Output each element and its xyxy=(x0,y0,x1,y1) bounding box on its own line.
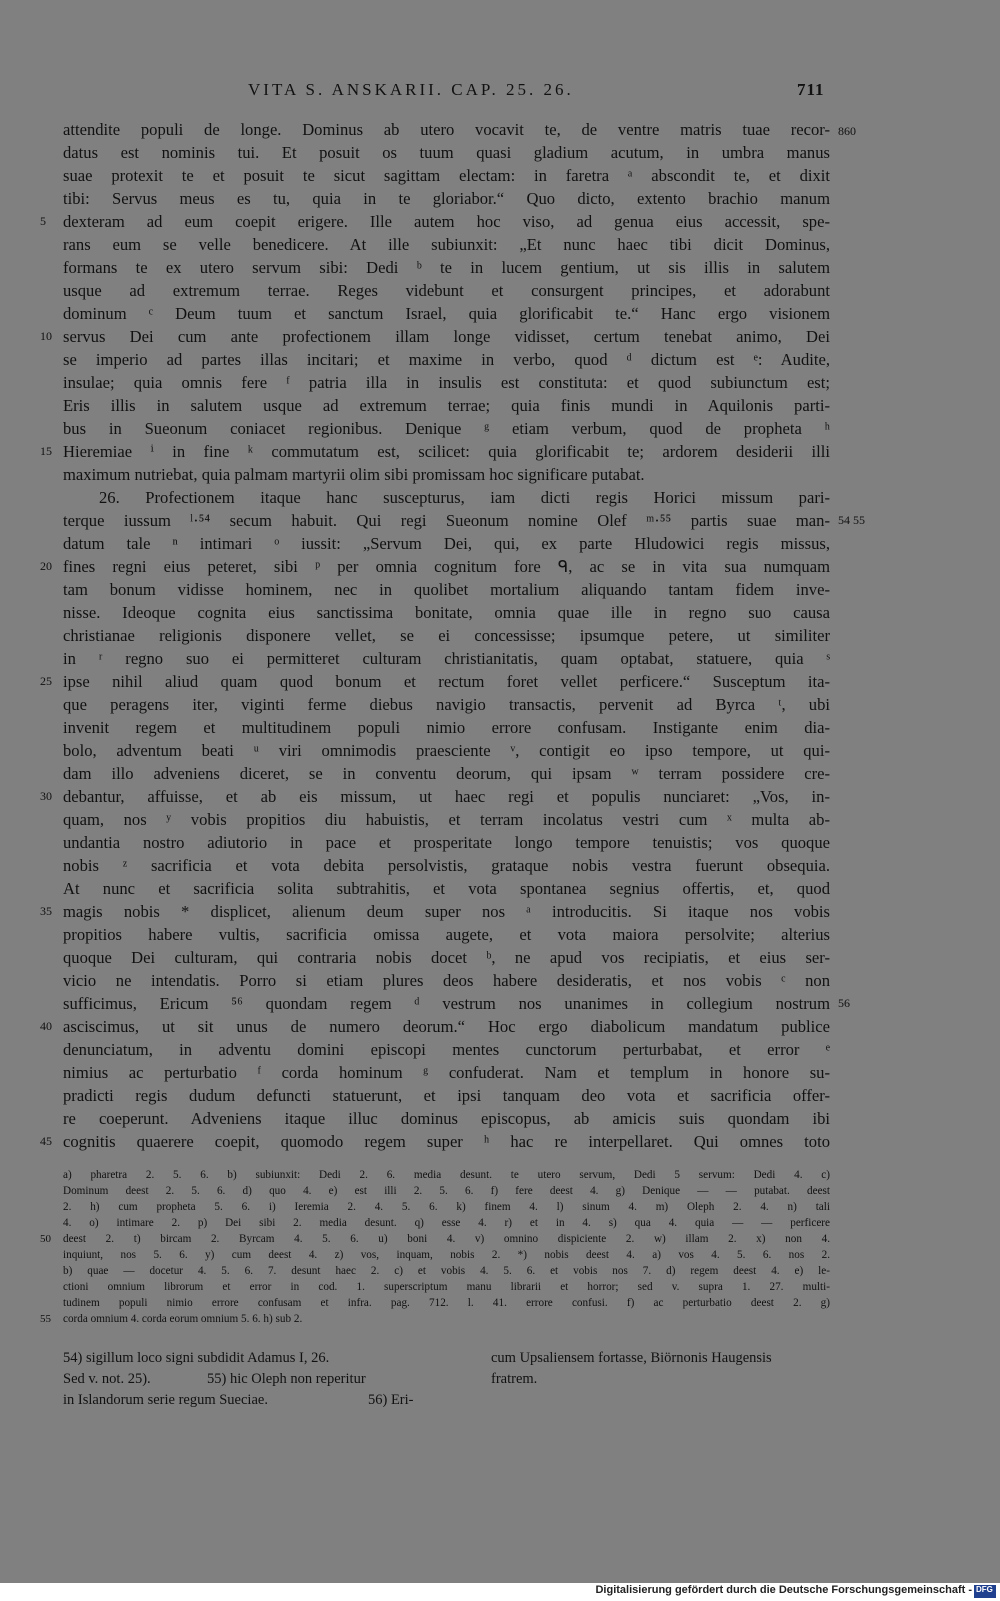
text-line: datus est nominis tui. Et posuit os tuum quasi gladium acutum, in umbra manus xyxy=(63,143,830,162)
line-number: 5 xyxy=(40,214,46,228)
chapter-start-line: 26. Profectionem itaque hanc suscepturus, iam dicti regis Horici missum pari- xyxy=(99,488,830,507)
note-55-cont: in Islandorum serie regum Sueciae. xyxy=(63,1392,268,1408)
text-line: insulae; quia omnis fere ᶠ patria illa in insulis est constituta: et quod subiunctum est; xyxy=(63,373,830,392)
footer-bar xyxy=(0,1583,1000,1601)
note-54-cont: Sed v. not. 25). xyxy=(63,1371,151,1387)
text-line: undantia nostro adiutorio in pace et prosperitate longo tempore tenuistis; vos quoque xyxy=(63,833,830,852)
running-header xyxy=(0,80,1000,106)
apparatus-line: tudinem populi nimio errore confusam et infra. pag. 712. l. 41. errore confusi. f) ac perturbatio deest 2. g) xyxy=(63,1297,830,1309)
note-56-cont: fratrem. xyxy=(491,1371,538,1387)
dfg-logo xyxy=(974,1585,996,1598)
line-number: 40 xyxy=(40,1019,52,1033)
margin-note-ref: 56 xyxy=(838,996,850,1010)
line-number: 20 xyxy=(40,559,52,573)
note-55: 55) hic Oleph non reperitur xyxy=(207,1371,366,1387)
apparatus-line-number: 55 xyxy=(40,1313,51,1325)
text-line: invenit regem et multitudinem populi nimio errore confusam. Instigante enim dia- xyxy=(63,718,830,737)
text-line: terque iussum ˡ·⁵⁴ secum habuit. Qui regi Sueonum nomine Olef ᵐ·⁵⁵ partis suae man- xyxy=(63,511,830,530)
text-line: christianae religionis disponere vellet, se ei concessisse; ipsumque petere, ut similiter xyxy=(63,626,830,645)
text-line: ipse nihil aliud quam quod bonum et rectum foret vellet perficere.“ Susceptum ita- xyxy=(63,672,830,691)
text-line: datum tale ⁿ intimari ᵒ iussit: „Servum Dei, qui, ex parte Hludowici regis missus, xyxy=(63,534,830,553)
text-line: sufficimus, Ericum ⁵⁶ quondam regem ᵈ vestrum nos unanimes in collegium nostrum xyxy=(63,994,830,1013)
text-line: asciscimus, ut sit unus de numero deorum.“ Hoc ergo diabolicum mandatum publice xyxy=(63,1017,830,1036)
note-56-cont: cum Upsaliensem fortasse, Biörnonis Haugensis xyxy=(491,1350,772,1366)
text-line: rans eum se velle benedicere. At ille subiunxit: „Et nunc haec tibi dicit Dominus, xyxy=(63,235,830,254)
line-number: 45 xyxy=(40,1134,52,1148)
line-number: 10 xyxy=(40,329,52,343)
margin-note-refs: 54 55 xyxy=(838,513,865,527)
line-number: 15 xyxy=(40,444,52,458)
header-title: VITA S. ANSKARII. CAP. 25. 26. xyxy=(248,80,574,99)
text-line: cognitis quaerere coepit, quomodo regem super ʰ hac re interpellaret. Qui omnes toto xyxy=(63,1132,830,1151)
text-line: vicio ne intendatis. Porro si etiam plures deos habere desideratis, et nos vobis ᶜ non xyxy=(63,971,830,990)
page-number: 711 xyxy=(797,80,825,99)
margin-year: 860 xyxy=(838,124,856,138)
apparatus-line: Dominum deest 2. 5. 6. d) quo 4. e) est illi 2. 5. 6. f) fere deest 4. g) Denique — — putabat. deest xyxy=(63,1185,830,1197)
apparatus-line: ctioni omnium librorum et error in cod. 1. superscriptum manu librarii et horror; sed v. supra 1. 27. multi- xyxy=(63,1281,830,1293)
text-line: bolo, adventum beati ᵘ viri omnimodis praesciente ᵛ, contigit eo ipso tempore, ut qui- xyxy=(63,741,830,760)
apparatus-line: 2. h) cum propheta 5. 6. i) Ieremia 2. 4. 5. 6. k) finem 4. l) sinum 4. m) Oleph 2. 4. n) tali xyxy=(63,1201,830,1213)
text-line: que peragens iter, viginti ferme diebus navigio transactis, pervenit ad Byrca ᵗ, ubi xyxy=(63,695,830,714)
text-line: Hieremiae ⁱ in fine ᵏ commutatum est, scilicet: quia glorificabit te; ardorem desiderii illi xyxy=(63,442,830,461)
apparatus-line: a) pharetra 2. 5. 6. b) subiunxit: Dedi 2. 6. media desunt. te utero servum, Dedi 5 servum: Dedi 4. c) xyxy=(63,1169,830,1181)
text-line: tam bonum vidisse hominem, nec in quolibet mortalium aliquando tantam fidem inve- xyxy=(63,580,830,599)
text-line: nimius ac perturbatio ᶠ corda hominum ᵍ confuderat. Nam et templum in honore su- xyxy=(63,1063,830,1082)
text-line: magis nobis * displicet, alienum deum super nos ᵃ introducitis. Si itaque nos vobis xyxy=(63,902,830,921)
text-line: At nunc et sacrificia solita subtrahitis, et vota spontanea segnius offertis, et, quod xyxy=(63,879,830,898)
text-line: dominum ᶜ Deum tuum et sanctum Israel, quia glorificabit te.“ Hanc ergo visionem xyxy=(63,304,830,323)
apparatus-line-number: 50 xyxy=(40,1233,51,1245)
text-line: formans te ex utero servum sibi: Dedi ᵇ te in lucem gentium, ut sis illis in salutem xyxy=(63,258,830,277)
text-line: debantur, affuisse, et ab eis missum, ut haec regi et populis nunciaret: „Vos, in- xyxy=(63,787,830,806)
apparatus-line: inquiunt, nos 5. 6. y) cum deest 4. z) vos, inquam, nobis 2. *) nobis deest 4. a) vos 4. 5. 6. nos 2. xyxy=(63,1249,830,1261)
funding-credit: Digitalisierung gefördert durch die Deutsche Forschungsgemeinschaft - xyxy=(595,1584,972,1596)
text-line: maximum nutriebat, quia palmam martyrii olim sibi promissam hoc significare putabat. xyxy=(63,465,645,484)
line-number: 25 xyxy=(40,674,52,688)
text-line: servus Dei cum ante profectionem illam longe vidisset, certum tenebat animo, Dei xyxy=(63,327,830,346)
text-line: in ʳ regno suo ei permitteret culturam christianitatis, quam optabat, statuere, quia ˢ xyxy=(63,649,830,668)
text-line: dam illo adveniens diceret, se in conventu deorum, qui ipsam ʷ terram possidere cre- xyxy=(63,764,830,783)
text-line: attendite populi de longe. Dominus ab utero vocavit te, de ventre matris tuae recor- xyxy=(63,120,830,139)
line-number: 30 xyxy=(40,789,52,803)
apparatus-line: corda omnium 4. corda eorum omnium 5. 6. h) sub 2. xyxy=(63,1313,303,1325)
note-54: 54) sigillum loco signi subdidit Adamus I, 26. xyxy=(63,1350,330,1366)
text-line: tibi: Servus meus es tu, quia in te gloriabor.“ Quo dicto, extento brachio manum xyxy=(63,189,830,208)
apparatus-line: b) quae — docetur 4. 5. 6. 7. desunt haec 2. c) et vobis 4. 5. 6. et vobis nos 7. d) regem deest 4. e) le- xyxy=(63,1265,830,1277)
text-line: Eris illis in salutem usque ad extremum terrae; quia finis mundi in Aquilonis parti- xyxy=(63,396,830,415)
text-line: pradicti regis dudum defuncti statuerunt, et ipsi tanquam deo vota et sacrificia offer- xyxy=(63,1086,830,1105)
text-line: denunciatum, in adventu domini episcopi mentes cunctorum perturbabat, et error ᵉ xyxy=(63,1040,830,1059)
text-line: usque ad extremum terrae. Reges videbunt et consurgent principes, et adorabunt xyxy=(63,281,830,300)
note-56: 56) Eri- xyxy=(368,1392,414,1408)
apparatus-line: 4. o) intimare 2. p) Dei sibi 2. media desunt. q) esse 4. r) et in 4. s) qua 4. quia — — perficere xyxy=(63,1217,830,1229)
text-line: nobis ᶻ sacrificia et vota debita persolvistis, grataque nobis vestra fuerunt obsequia. xyxy=(63,856,830,875)
text-line: re coeperunt. Adveniens itaque illuc dominus episcopus, ab amicis suis quondam ibi xyxy=(63,1109,830,1128)
text-line: propitios habere vultis, sacrificia omissa augete, et vota maiora persolvite; alterius xyxy=(63,925,830,944)
text-line: bus in Sueonum coniacet regionibus. Denique ᵍ etiam verbum, quod de propheta ʰ xyxy=(63,419,830,438)
text-line: suae protexit te et posuit te sicut sagittam electam: in faretra ᵃ abscondit te, et dixit xyxy=(63,166,830,185)
text-line: fines regni eius peteret, sibi ᵖ per omnia cognitum fore ᑫ, ac se in vita sua numquam xyxy=(63,557,830,576)
apparatus-line: deest 2. t) bircam 2. Byrcam 4. 5. 6. u) boni 4. v) omnino dispiciente 2. w) illam 2. x) non 4. xyxy=(63,1233,830,1245)
text-line: dexteram ad eum coepit erigere. Ille autem hoc viso, ad genua eius accessit, spe- xyxy=(63,212,830,231)
text-line: se imperio ad partes illas incitari; et maxime in verbo, quod ᵈ dictum est ᵉ: Audite, xyxy=(63,350,830,369)
line-number: 35 xyxy=(40,904,52,918)
text-line: quam, nos ʸ vobis propitios diu habuistis, et terram incolatus vestri cum ˣ multa ab- xyxy=(63,810,830,829)
text-line: quoque Dei culturam, qui contraria nobis docet ᵇ, ne apud vos recipiatis, et eius ser- xyxy=(63,948,830,967)
text-line: nisse. Ideoque cognita eius sanctissima bonitate, omnia quae ille in regno suo causa xyxy=(63,603,830,622)
